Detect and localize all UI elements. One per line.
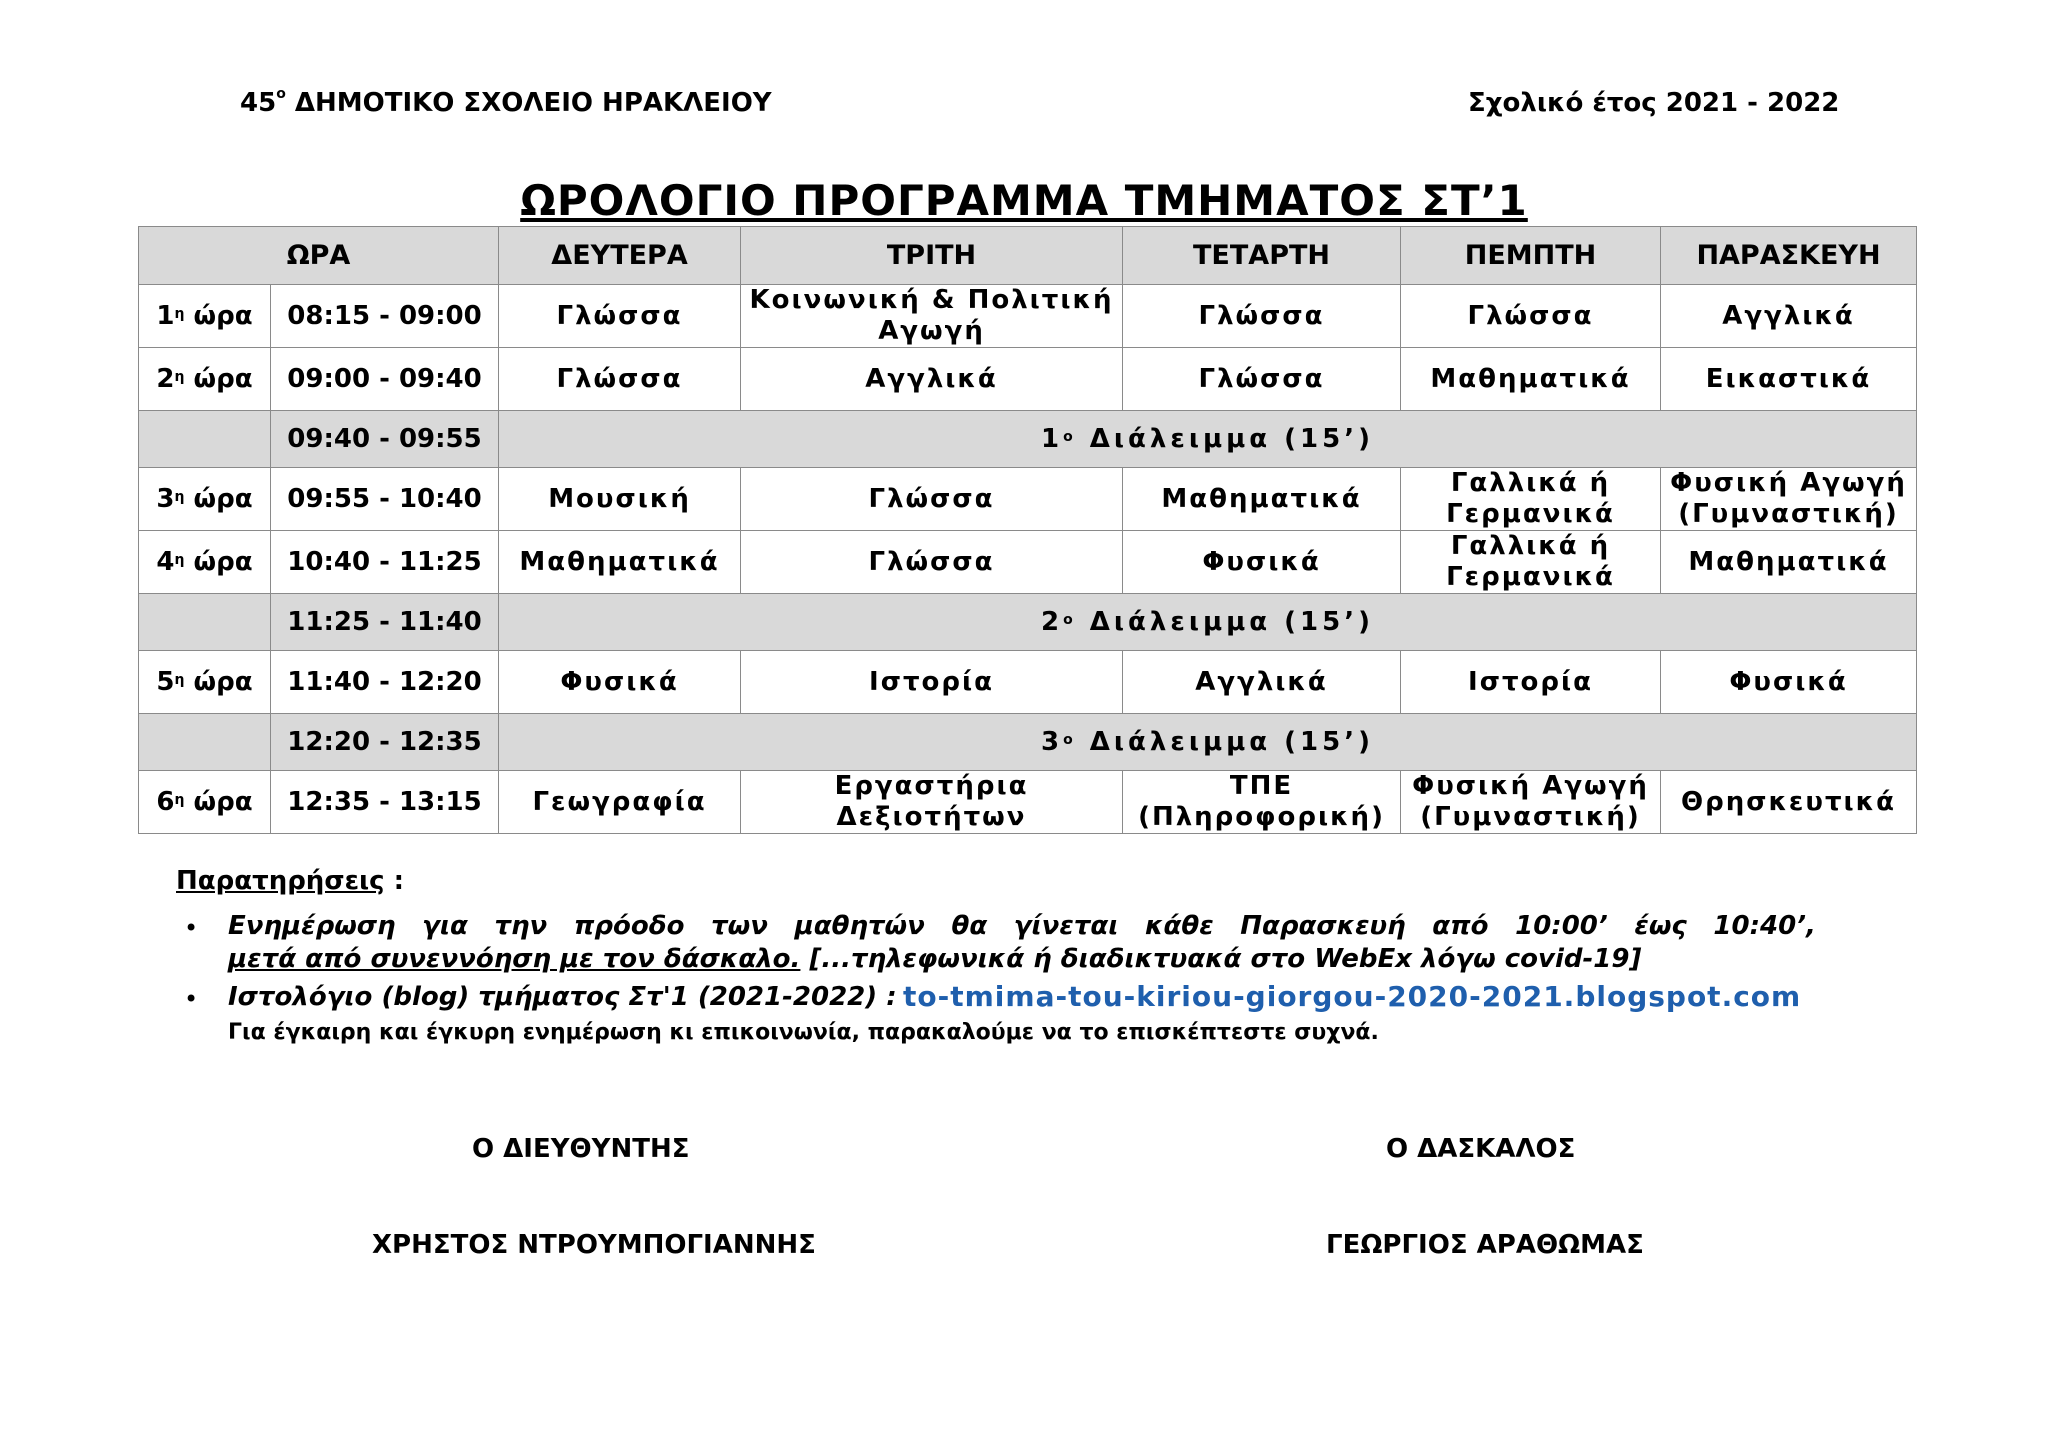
subject-tuesday: Ιστορία [741,651,1123,714]
header-friday: ΠΑΡΑΣΚΕΥΗ [1661,227,1917,285]
subject-monday: Φυσικά [499,651,741,714]
break-row [139,411,1917,468]
subject-tuesday: Εργαστήρια Δεξιοτήτων [741,771,1123,834]
bullet-icon: • [184,914,199,942]
director-name: ΧΡΗΣΤΟΣ ΝΤΡΟΥΜΠΟΓΙΑΝΝΗΣ [372,1230,816,1260]
period-word: ώρα [193,300,253,331]
subject-thursday: Ιστορία [1401,651,1661,714]
subject-tuesday: Γλώσσα [741,468,1123,531]
subject-wednesday: Αγγλικά [1123,651,1401,714]
break-number: 3 [1041,726,1064,757]
note-word: μαθητών [794,911,925,941]
header-thursday: ΠΕΜΠΤΗ [1401,227,1661,285]
time-cell: 11:40 - 12:20 [271,651,499,714]
subject-friday: Φυσικά [1661,651,1917,714]
school-name-text: ΔΗΜΟΤΙΚΟ ΣΧΟΛΕΙΟ ΗΡΑΚΛΕΙΟΥ [285,88,772,118]
break-sup: ο [1063,611,1077,628]
period-word: ώρα [193,786,253,817]
break-label [499,714,1917,771]
period-number: 3 [156,483,175,514]
break-text: Διάλειμμα (15’) [1076,423,1374,454]
timetable-header-row [139,227,1917,285]
subject-monday: Γλώσσα [499,348,741,411]
timetable [138,226,1917,834]
period-sup: η [174,305,185,322]
header-tuesday: ΤΡΙΤΗ [741,227,1123,285]
time-cell: 09:40 - 09:55 [271,411,499,468]
break-number: 1 [1041,423,1064,454]
time-cell: 12:20 - 12:35 [271,714,499,771]
break-label [499,411,1917,468]
time-cell: 08:15 - 09:00 [271,285,499,348]
period-cell [139,771,271,834]
school-number: 45 [240,88,277,118]
subject-friday: Φυσική Αγωγή (Γυμναστική) [1661,468,1917,531]
subject-wednesday: Φυσικά [1123,531,1401,594]
note-word: την [494,911,548,941]
teacher-role: Ο ΔΑΣΚΑΛΟΣ [1386,1134,1576,1164]
break-label [499,594,1917,651]
subject-friday: Θρησκευτικά [1661,771,1917,834]
period-number: 1 [156,300,175,331]
lesson-row [139,285,1917,348]
subject-tuesday: Γλώσσα [741,531,1123,594]
break-sup: ο [1063,731,1077,748]
period-sup: η [174,368,185,385]
note-update-line2 [228,944,1641,974]
note-word: κάθε [1145,911,1214,941]
subject-friday: Αγγλικά [1661,285,1917,348]
note-word: πρόοδο [573,911,685,941]
period-number: 4 [156,546,175,577]
lesson-row [139,348,1917,411]
note-word: για [422,911,468,941]
period-sup: η [174,488,185,505]
school-number-sup: ο [276,86,286,102]
subject-thursday: Γαλλικά ή Γερμανικά [1401,468,1661,531]
period-word: ώρα [193,666,253,697]
director-role: Ο ΔΙΕΥΘΥΝΤΗΣ [472,1134,690,1164]
period-cell-empty [139,714,271,771]
period-cell [139,348,271,411]
note-blog-label: Ιστολόγιο (blog) τμήματος Στ'1 (2021-2022) : [228,982,897,1012]
period-cell-empty [139,411,271,468]
subject-monday: Μουσική [499,468,741,531]
header-wednesday: ΤΕΤΑΡΤΗ [1123,227,1401,285]
school-name [240,88,772,118]
note-update-line1 [228,911,1816,941]
time-cell: 09:00 - 09:40 [271,348,499,411]
period-word: ώρα [193,546,253,577]
subject-tuesday: Κοινωνική & Πολιτική Αγωγή [741,285,1123,348]
subject-friday: Μαθηματικά [1661,531,1917,594]
break-text: Διάλειμμα (15’) [1076,726,1374,757]
note-word: έως [1634,911,1687,941]
header-hour: ΩΡΑ [139,227,499,285]
bullet-icon: • [184,985,199,1013]
break-text: Διάλειμμα (15’) [1076,606,1374,637]
lesson-row [139,651,1917,714]
teacher-name: ΓΕΩΡΓΙΟΣ ΑΡΑΘΩΜΑΣ [1326,1230,1644,1260]
notes-title-suffix: : [384,866,405,896]
subject-thursday: Γλώσσα [1401,285,1661,348]
time-cell: 12:35 - 13:15 [271,771,499,834]
header-monday: ΔΕΥΤΕΡΑ [499,227,741,285]
note-word: θα [951,911,988,941]
note-word: από [1432,911,1489,941]
page-title: ΩΡΟΛΟΓΙΟ ΠΡΟΓΡΑΜΜΑ ΤΜΗΜΑΤΟΣ ΣΤ’1 [520,176,1528,225]
note-word: Παρασκευή [1240,911,1406,941]
break-number: 2 [1041,606,1064,637]
subject-thursday: Γαλλικά ή Γερμανικά [1401,531,1661,594]
subject-monday: Μαθηματικά [499,531,741,594]
subject-wednesday: Μαθηματικά [1123,468,1401,531]
subject-friday: Εικαστικά [1661,348,1917,411]
period-cell-empty [139,594,271,651]
timetable-body [139,285,1917,834]
subject-tuesday: Αγγλικά [741,348,1123,411]
time-cell: 11:25 - 11:40 [271,594,499,651]
subject-thursday: Μαθηματικά [1401,348,1661,411]
blog-link[interactable]: to-tmima-tou-kiriou-giorgou-2020-2021.blogspot.com [903,980,1802,1013]
lesson-row [139,771,1917,834]
period-sup: η [174,551,185,568]
notes-title-text: Παρατηρήσεις [176,866,385,896]
period-sup: η [174,791,185,808]
period-cell [139,651,271,714]
subject-monday: Γεωγραφία [499,771,741,834]
school-year: Σχολικό έτος 2021 - 2022 [1468,88,1840,118]
subject-thursday: Φυσική Αγωγή (Γυμναστική) [1401,771,1661,834]
break-sup: ο [1063,428,1077,445]
period-cell [139,531,271,594]
break-row [139,714,1917,771]
period-number: 2 [156,363,175,394]
note-word: Ενημέρωση [228,911,396,941]
period-cell [139,468,271,531]
note-visit-often: Για έγκαιρη και έγκυρη ενημέρωση κι επικοινωνία, παρακαλούμε να το επισκέπτεστε συχνά. [228,1020,1379,1045]
note-word: των [711,911,768,941]
period-cell [139,285,271,348]
lesson-row [139,468,1917,531]
subject-wednesday: Γλώσσα [1123,348,1401,411]
subject-wednesday: Γλώσσα [1123,285,1401,348]
time-cell: 09:55 - 10:40 [271,468,499,531]
period-number: 5 [156,666,175,697]
note-update-underlined: μετά από συνεννόηση με τον δάσκαλο. [228,944,801,974]
note-update-rest: [...τηλεφωνικά ή διαδικτυακά στο WebEx λόγω covid-19] [800,944,1642,974]
note-word: γίνεται [1013,911,1119,941]
break-row [139,594,1917,651]
lesson-row [139,531,1917,594]
subject-monday: Γλώσσα [499,285,741,348]
note-word: 10:00’ [1515,911,1608,941]
period-number: 6 [156,786,175,817]
period-word: ώρα [193,363,253,394]
notes-title [176,866,404,896]
note-word: 10:40’, [1713,911,1816,941]
subject-wednesday: ΤΠΕ (Πληροφορική) [1123,771,1401,834]
time-cell: 10:40 - 11:25 [271,531,499,594]
period-sup: η [174,671,185,688]
period-word: ώρα [193,483,253,514]
